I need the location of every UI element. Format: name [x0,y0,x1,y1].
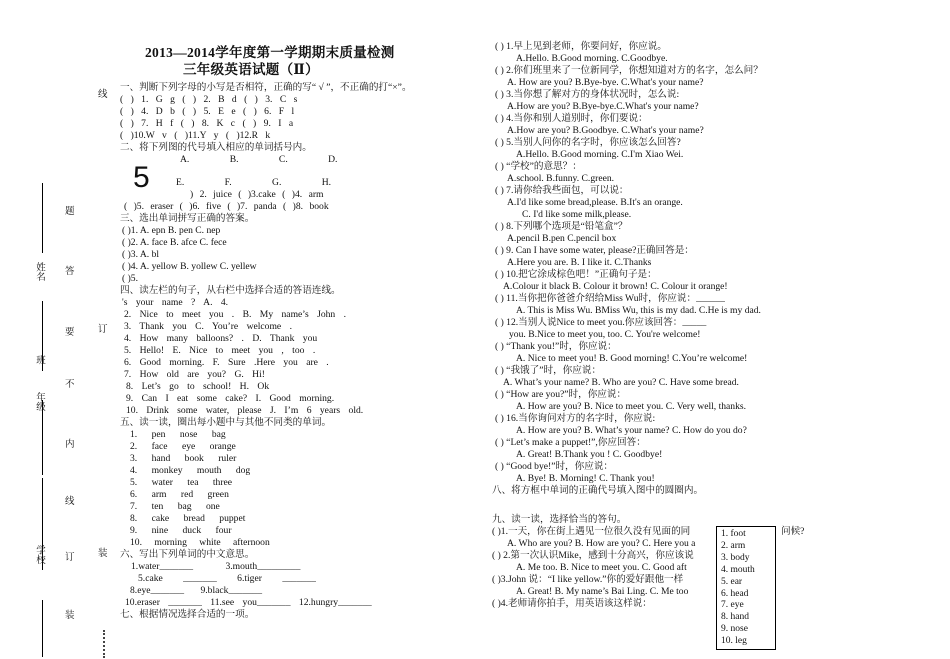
left-line-16: ( )5. [122,273,138,284]
exam-title: 2013—2014学年度第一学期期末质量检测 [145,45,395,60]
margin-binding-char-8: 装 [65,611,75,621]
right-line-28: ( ) “我饿了”时，你应说： [495,365,602,376]
right-line-30: ( ) “How are you?”时，你应说： [495,389,627,400]
left-line-7: A. B. C. D. [180,154,338,165]
right-line-18: ( ) 9. Can I have some water, please?正确回答是： [495,245,694,256]
right-line-23: A. This is Miss Wu. BMiss Wu, this is my dad. C.He is my dad. [516,305,761,316]
word-box-item: 4. mouth [721,564,755,575]
word-box-item: 10. leg [721,636,747,647]
left-line-42: 8.eye_______ 9.black_______ [130,585,263,596]
right-line-38: 八、将方框中单词的正确代号填入图中的圆圈内。 [492,485,704,496]
right-line-9: ( ) 5.当别人问你的名字时，你应该怎么回答? [495,137,681,148]
exam-subtitle: 三年级英语试题（Ⅱ） [183,62,319,77]
left-line-32: 4. monkey mouth dog [130,465,251,476]
right-line-47: ( )4.老师请你拍手，用英语该这样说： [492,598,652,609]
left-line-27: 10. Drink some water, please J. I’m 6 years old. [126,405,364,416]
right-line-33: A. How are you? B. What’s your name? C. How do you do? [516,425,747,436]
right-line-29: A. What’s your name? B. Who are you? C. Have some bread. [503,377,739,388]
left-line-6: 二、将下列图的代号填入相应的单词括号内。 [120,142,312,153]
left-line-17: 四、读左栏的句子，从右栏中选择合适的答语连线。 [120,285,341,296]
word-box-item: 2. arm [721,540,746,551]
right-line-31: A. How are you? B. Nice to meet you. C. Very well, thanks. [516,401,747,412]
margin-order-label: 订 [98,325,108,335]
right-line-6: A.How are you? B.Bye-bye.C.What's your name? [507,101,699,112]
word-box-item: 5. ear [721,576,743,587]
left-line-9: ) 2. juice ( )3.cake ( )4. arm [190,189,324,200]
left-line-43: 10.eraser _______ 11.see you_______ 12.hungry_______ [125,597,372,608]
right-line-27: A. Nice to meet you! B. Good morning! C.You’re welcome! [516,353,748,364]
right-line-43: ( ) 2.第一次认识Mike，感到十分高兴，你应该说 [492,550,694,561]
left-line-13: ( )2. A. face B. afce C. fece [122,237,227,248]
left-line-31: 3. hand book ruler [130,453,237,464]
left-line-28: 五、读一读，圈出每小题中与其他不同类的单词。 [120,417,332,428]
left-line-23: 6. Good morning. F. Sure .Here you are . [124,357,329,368]
right-line-2: A.Hello. B.Good morning. C.Goodbye. [516,53,668,64]
left-line-35: 7. ten bag one [130,501,220,512]
right-line-36: ( ) “Good bye!”时，你应说： [495,461,614,472]
right-line-44: A. Me too. B. Nice to meet you. C. Good aft [516,562,687,573]
left-line-44: 七、根据情况选择合适的一项。 [120,609,255,620]
left-line-4: ( ) 7. H f ( ) 8. K c ( ) 9. I a [120,118,294,129]
word-box-item: 3. body [721,552,750,563]
left-line-12: ( )1. A. epn B. pen C. nep [122,225,221,236]
left-line-41: 5.cake _______ 6.tiger _______ [138,573,316,584]
left-line-21: 4. How many balloons? . D. Thank you [124,333,318,344]
left-line-20: 3. Thank you C. You’re welcome . [124,321,292,332]
left-line-22: 5. Hello! E. Nice to meet you , too . [124,345,316,356]
margin-line-label: 线 [98,90,108,100]
right-line-24: ( ) 12.当别人说Nice to meet you.你应该回答：_____ [495,317,707,328]
right-line-17: A.pencil B.pen C.pencil box [507,233,617,244]
right-line-19: A.Here you are. B. I like it. C.Thanks [507,257,652,268]
margin-binding-char-2: 答 [65,267,75,277]
left-line-39: 六、写出下列单词的中文意思。 [120,549,255,560]
left-line-2: ( ) 1. G g ( ) 2. B d ( ) 3. C s [120,94,298,105]
word-box-item: 1. foot [721,529,746,539]
margin-binding-char-4: 不 [65,380,75,390]
right-line-26: ( ) “Thank you!”时，你应说： [495,341,617,352]
right-line-42: A. Who are you? B. How are you? C. Here you a [507,538,696,549]
left-line-1: 一、判断下列字母的小写是否相符，正确的写“ √ ”，不正确的打“×”。 [120,82,412,93]
margin-binding-char-6: 线 [65,497,75,507]
left-line-18: 's your name ? A. 4. [122,297,229,308]
right-line-20: ( ) 10.把它涂成棕色吧！”正确句子是： [495,269,657,280]
left-line-14: ( )3. A. bl [122,249,160,260]
right-line-32: ( ) 16.当你询问对方的名字时，你应说: [495,413,656,424]
left-line-8: E. F. G. H. [176,177,332,188]
margin-binding-char-5: 内 [65,440,75,450]
margin-line-1 [42,183,43,253]
right-line-37: A. Bye! B. Morning! C. Thank you! [516,473,655,484]
right-line-25: you. B.Nice to meet you, too. C. You're welcome! [509,329,701,340]
margin-bind-label: 装 [98,549,108,559]
margin-line-5 [42,600,43,657]
left-line-30: 2. face eye orange [130,441,236,452]
right-line-14: A.I'd like some bread,please. B.It's an orange. [507,197,683,208]
right-line-15: C. I'd like some milk,please. [522,209,632,220]
right-line-10: A.Hello. B.Good morning. C.I'm Xiao Wei. [516,149,684,160]
left-line-40: 1.water_______ 3.mouth_________ [131,561,301,572]
left-line-34: 6. arm red green [130,489,229,500]
right-line-16: ( ) 8.下列哪个选项是“铅笔盒”？ [495,221,628,232]
right-line-1: ( ) 1.早上见到老师，你要问好，你应说。 [495,41,667,52]
left-line-3: ( ) 4. D b ( ) 5. E e ( ) 6. F l [120,106,295,117]
right-line-41: 问候? [781,526,805,537]
left-line-10: ( )5. eraser ( )6. five ( )7. panda ( )8. book [124,201,329,212]
left-line-5: ( )10.W v ( )11.Y y ( )12.R k [120,130,271,141]
left-line-24: 7. How old are you? G. Hi! [124,369,265,380]
word-box-item: 9. nose [721,624,748,635]
right-line-13: ( ) 7.请你给我些面包，可以说： [495,185,629,196]
right-line-22: ( ) 11.当你把你爸爸介绍给Miss Wu时，你应说：______ [495,293,725,304]
margin-dotted-line [103,630,106,658]
margin-binding-char-1: 题 [65,207,75,217]
margin-binding-char-7: 订 [65,553,75,563]
right-line-3: ( ) 2.你们班里来了一位新同学，你想知道对方的名字，怎么问？ [495,65,763,76]
left-line-19: 2. Nice to meet you . B. My name’s John . [124,309,347,320]
right-line-4: A. How are you? B.Bye-bye. C.What's your name? [507,77,704,88]
left-line-33: 5. water tea three [130,477,233,488]
right-line-7: ( ) 4.当你和别人道别时，你们要说： [495,113,648,124]
right-line-21: A.Colour it black B. Colour it brown! C. Colour it orange! [503,281,728,292]
left-line-29: 1. pen nose bag [130,429,226,440]
right-line-35: A. Great! B.Thank you ! C. Goodbye! [516,449,663,460]
left-line-36: 8. cake bread puppet [130,513,246,524]
left-line-11: 三、选出单词拼写正确的答案。 [120,213,255,224]
word-box-item: 8. hand [721,612,749,623]
large-number-five: 5 [133,161,150,194]
word-box-item: 7. eye [721,600,744,611]
right-line-39: 九、读一读，选择恰当的答句。 [492,514,627,525]
margin-name-label: 姓名 [34,262,44,281]
left-line-15: ( )4. A. yellow B. yollew C. yellew [122,261,257,272]
margin-school-label: 学校 [34,545,44,564]
right-line-5: ( ) 3.当你想了解对方的身体状况时，怎么说: [495,89,680,100]
margin-line-3 [42,400,43,475]
right-line-12: A.school. B.funny. C.green. [507,173,615,184]
left-line-26: 9. Can I eat some cake? I. Good morning. [126,393,335,404]
margin-grade-label: 年级 [34,392,44,411]
right-line-45: ( )3.John 说：“I like yellow.”你的爱好跟他一样 [492,574,684,585]
left-line-37: 9. nine duck four [130,525,232,536]
right-line-34: ( ) “Let’s make a puppet!”,你应回答： [495,437,646,448]
word-box-item: 6. head [721,588,749,599]
left-line-38: 10. morning white afternoon [130,537,270,548]
margin-binding-char-3: 要 [65,328,75,338]
right-line-40: ( )1.一天，你在街上遇见一位很久没有见面的同 [492,526,691,537]
right-line-11: ( ) “学校”的意思？： [495,161,582,172]
right-line-8: A.How are you? B.Goodbye. C.What's your name? [507,125,704,136]
right-line-46: A. Great! B. My name’s Bai Ling. C. Me too [516,586,689,597]
margin-class-label: 班 [34,355,44,365]
left-line-25: 8. Let’s go to school! H. Ok [126,381,270,392]
word-box [716,526,776,650]
